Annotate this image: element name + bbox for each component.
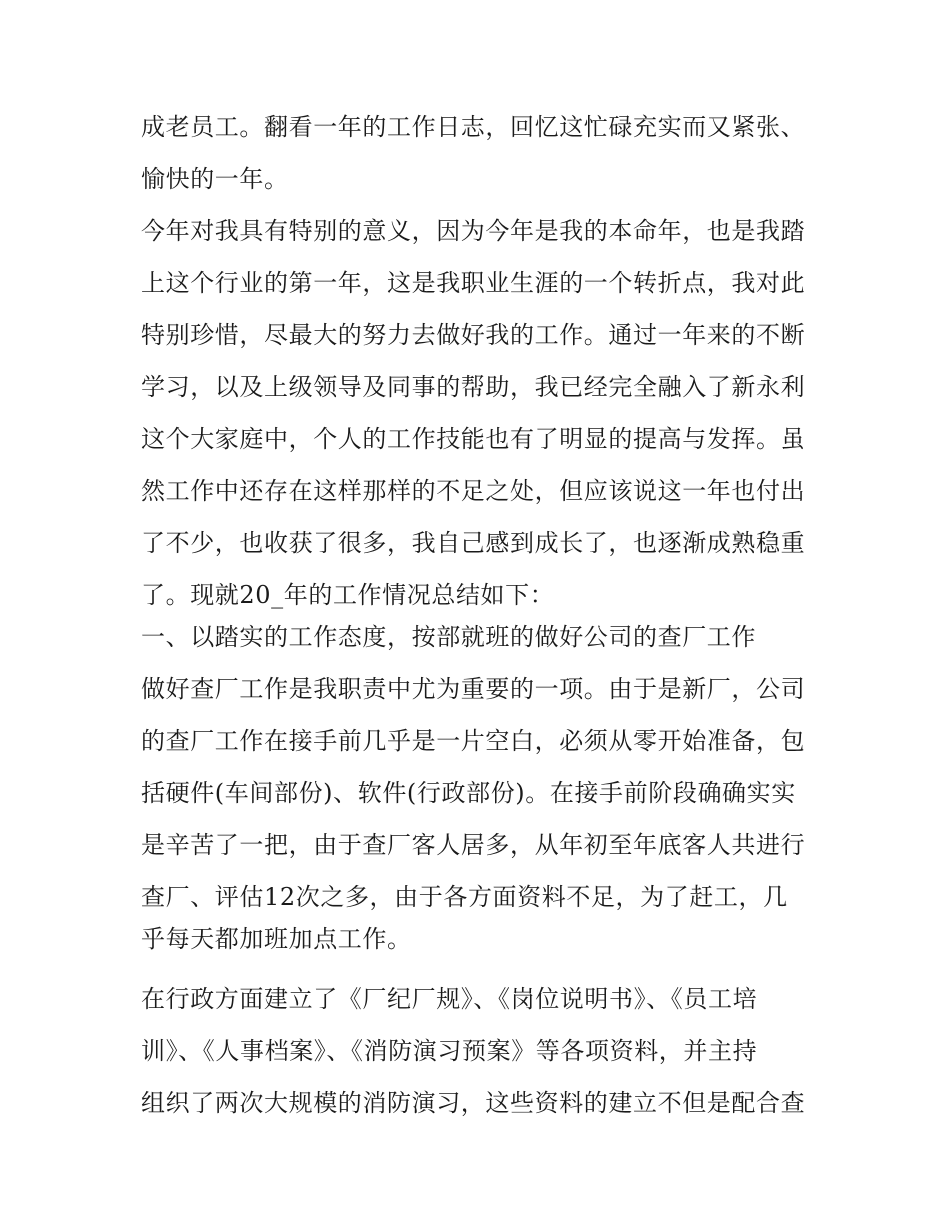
text-line: 的查厂工作在接手前几乎是一片空白，必须从零开始准备，包 xyxy=(141,727,806,755)
text-line: 了。现就20_年的工作情况总结如下： xyxy=(141,581,555,609)
text-line: 了不少，也收获了很多，我自己感到成长了，也逐渐成熟稳重 xyxy=(141,529,806,557)
text-line: 是辛苦了一把，由于查厂客人居多，从年初至年底客人共进行 xyxy=(141,831,806,859)
text-line: 括硬件(车间部份)、软件(行政部份)。在接手前阶段确确实实 xyxy=(141,779,796,807)
text-line: 查厂、评估12次之多，由于各方面资料不足，为了赶工，几 xyxy=(141,883,788,911)
text-line: 做好查厂工作是我职责中尤为重要的一项。由于是新厂，公司 xyxy=(141,675,806,703)
text-line: 乎每天都加班加点工作。 xyxy=(141,925,412,953)
text-line: 特别珍惜，尽最大的努力去做好我的工作。通过一年来的不断 xyxy=(141,321,806,349)
section-heading: 一、以踏实的工作态度，按部就班的做好公司的查厂工作 xyxy=(141,623,756,651)
text-line: 上这个行业的第一年，这是我职业生涯的一个转折点，我对此 xyxy=(141,269,806,297)
text-line: 成老员工。翻看一年的工作日志，回忆这忙碌充实而又紧张、 xyxy=(141,113,806,141)
text-line: 在行政方面建立了《厂纪厂规》、《岗位说明书》、《员工培 xyxy=(141,985,758,1013)
text-line: 然工作中还存在这样那样的不足之处，但应该说这一年也付出 xyxy=(141,477,806,505)
text-line: 愉快的一年。 xyxy=(141,165,289,193)
text-line: 学习，以及上级领导及同事的帮助，我已经完全融入了新永利 xyxy=(141,373,806,401)
text-line: 训》、《人事档案》、《消防演习预案》等各项资料，并主持 xyxy=(141,1037,758,1065)
text-line: 组织了两次大规模的消防演习，这些资料的建立不但是配合查 xyxy=(141,1089,806,1117)
text-line: 这个大家庭中，个人的工作技能也有了明显的提高与发挥。虽 xyxy=(141,425,806,453)
text-line: 今年对我具有特别的意义，因为今年是我的本命年，也是我踏 xyxy=(141,217,806,245)
